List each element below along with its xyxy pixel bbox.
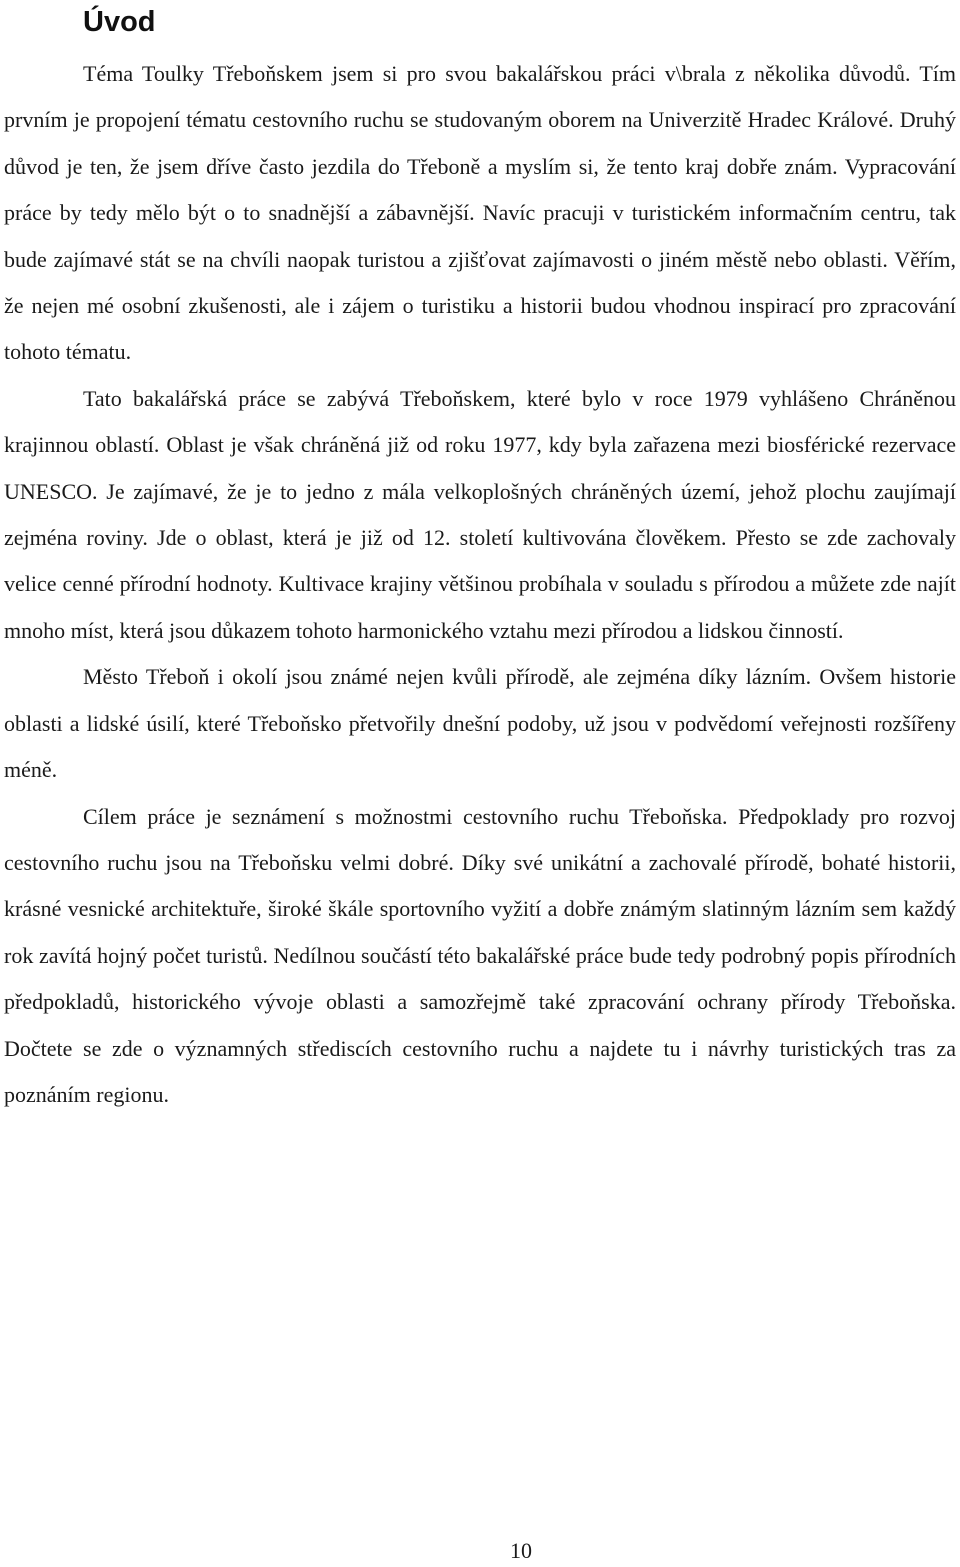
paragraph-2: Tato bakalářská práce se zabývá Třeboňskem, které bylo v roce 1979 vyhlášeno Chráněnou krajinnou oblastí. Oblast je však chráněná již od roku 1977, kdy byla zařazena mezi biosférické rezervace UNESCO. Je zajímavé, že je to jedno z mála velkoplošných chráněných území, jehož plochu zaujímají zejména roviny. Jde o oblast, která je již od 12. století kultivována člověkem. Přesto se zde zachovaly velice cenné přírodní hodnoty. Kultivace krajiny většinou probíhala v souladu s přírodou a můžete zde najít mnoho míst, která jsou důkazem tohoto harmonického vztahu mezi přírodou a lidskou činností. (4, 385, 956, 643)
page-number: 10 (510, 1538, 532, 1563)
paragraph-3: Město Třeboň i okolí jsou známé nejen kvůli přírodě, ale zejména díky lázním. Ovšem historie oblasti a lidské úsilí, které Třeboňsko přetvořily dnešní podoby, už jsou v podvědomí veřejnosti rozšířeny méně. (4, 664, 956, 783)
paragraph-1: Téma Toulky Třeboňskem jsem si pro svou bakalářskou práci v\brala z několika důvodů. Tím prvním je propojení tématu cestovního ruchu se studovaným oborem na Univerzitě Hradec Králové. Druhý důvod je ten, že jsem dříve často jezdila do Třeboně a myslím si, že tento kraj dobře znám. Vypracování práce by tedy mělo být o to snadnější a zábavnější. Navíc pracuji v turistickém informačním centru, tak bude zajímavé stát se na chvíli naopak turistou a zjišťovat zajímavosti o jiném městě nebo oblasti. Věřím, že nejen mé osobní zkušenosti, ale i zájem o turistiku a historii budou vhodnou inspirací pro zpracování tohoto tématu. (4, 61, 956, 365)
paragraph-4: Cílem práce je seznámení s možnostmi cestovního ruchu Třeboňska. Předpoklady pro rozvoj cestovního ruchu jsou na Třeboňsku velmi dobré. Díky své unikátní a zachovalé přírodě, bohaté historii, krásné vesnické architektuře, široké škále sportovního vyžití a dobře známým slatinným lázním sem každý rok zavítá hojný počet turistů. Nedílnou součástí této bakalářské práce bude tedy podrobný popis přírodních předpokladů, historického vývoje oblasti a samozřejmě také zpracování ochrany přírody Třeboňska. Dočtete se zde o významných střediscích cestovního ruchu a najdete tu i návrhy turistických tras za poznáním regionu. (4, 803, 956, 1107)
section-heading: Úvod (83, 6, 156, 38)
body-text (4, 51, 956, 1118)
